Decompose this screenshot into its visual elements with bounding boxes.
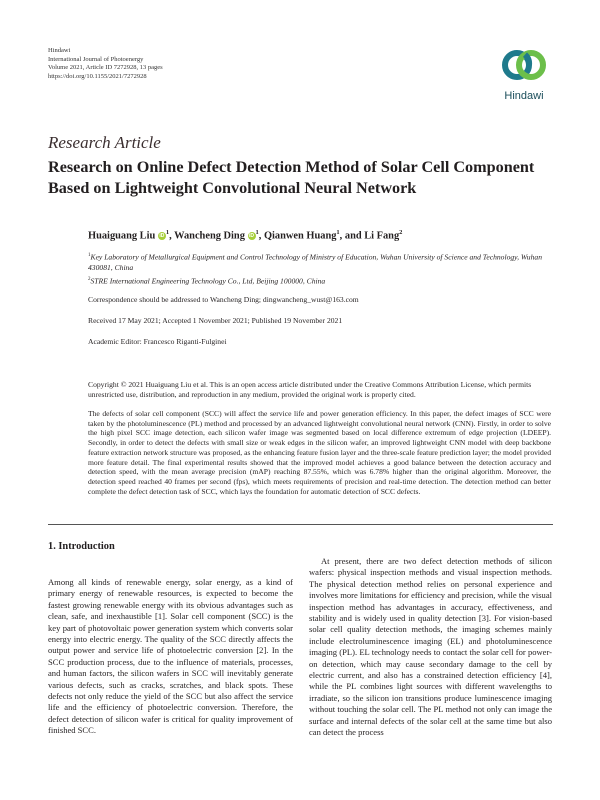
publication-dates: Received 17 May 2021; Accepted 1 November 2021; Published 19 November 2021 <box>88 316 343 325</box>
affiliation-number: 2 <box>88 277 91 282</box>
abstract: The defects of solar cell component (SCC) will affect the service life and power generation efficiency. In this paper, the defect images of SCC were taken by the photoluminescence (PL) method and processed by an advanced lightweight convolutional neural network (CNN). Firstly, in order to solve the high pixel SCC image detection, each silicon wafer image was segmented based on local difference extremum of edge projection (LDEEP). Secondly, in order to detect the defects with small size or weak edges in the silicon wafer, an improved lightweight CNN model with deep backbone feature extraction network structure was proposed, as the enhancing feature fusion layer and the three-scale feature prediction layer; the model provided more feature detail. The final experimental results showed that the improved model achieves a good balance between the detection accuracy and detection speed, with the mean average precision (mAP) reaching 87.55%, which was 6.78% higher than the original algorithm. Moreover, the detection speed reached 40 frames per second (fps), which meets requirements of precision and real-time detection. The detection method can better complete the defect detection task of SCC, which lays the foundation for automatic detection of SCC defects. <box>88 409 551 496</box>
publisher-name: Hindawi <box>48 47 71 54</box>
paper-title: Research on Online Defect Detection Method of Solar Cell Component Based on Lightweight Convolutional Neural Network <box>48 158 535 197</box>
logo-wordmark: Hindawi <box>504 90 544 102</box>
article-type: Research Article <box>48 133 161 152</box>
author-affiliation-number: 1 <box>165 229 170 236</box>
academic-editor: Academic Editor: Francesco Riganti-Fulginei <box>88 337 227 346</box>
section-divider <box>48 524 553 525</box>
copyright-notice: Copyright © 2021 Huaiguang Liu et al. This is an open access article distributed under the Creative Commons Attribution License, which permits unrestricted use, distribution, and reproduction in any medium, provided the original work is properly cited. <box>88 380 532 399</box>
author-affiliation-number: 1 <box>336 229 340 236</box>
doi-link[interactable]: https://doi.org/10.1155/2021/7272928 <box>48 72 147 80</box>
section-heading: 1. Introduction <box>48 541 115 552</box>
orcid-icon[interactable]: iD <box>159 233 165 240</box>
affiliation <box>88 251 558 273</box>
intro-left-column <box>48 577 293 737</box>
intro-paragraph: Among all kinds of renewable energy, solar energy, as a kind of primary energy of renewable resources, is expected to become the fastest growing renewable energy with its obvious advantages such as clean, safe, and inexhaustible [1]. Solar cell component (SCC) is the key part of photovoltaic power generation system which converts solar energy into electric energy. The quality of the SCC directly affects the output power and service life of photoelectric conversion [2]. In the SCC production process, due to the influence of materials, processes, and human factors, the silicon wafers in SCC will inevitably generate various defects, such as cracks, scratches, and black spots. These defects not only reduce the yield of the SCC but also affect the service life and the efficiency of photoelectric conversion. Therefore, the defect detection of silicon wafer is critical for quality improvement of finished SCC. <box>48 577 293 736</box>
orcid-icon[interactable]: iD <box>249 233 254 240</box>
author-name: Huaiguang Liu <box>88 230 156 242</box>
affiliation-number: 1 <box>88 253 91 258</box>
intro-paragraph: At present, there are two defect detection methods of silicon wafers: physical inspection methods and visual inspection methods. The physical detection method relies on personal experience and involves more limitations for efficiency and precision, while the visual inspection method has advantages in accuracy, effectiveness, and stability and is widely used in quality detection [3]. For vision-based solar cell quality detection methods, the imaging schemes mainly include electroluminescence imaging (EL) and photoluminescence imaging (PL). EL technology needs to contact the solar cell for power-on detection, which may cause secondary damage to the cell by electric current, and also has a constrained detection efficiency [4], while the PL combines light sources with different wavelengths to irradiate, so the silicon ion transitions produce luminescence imaging without touching the solar cell. The PL method not only can image the surface and internal defects of the solar cell at the same time but also can detect the process <box>309 556 552 738</box>
author-name: Wancheng Ding <box>174 230 245 242</box>
journal-name: International Journal of Photoenergy <box>48 55 144 63</box>
correspondence: Correspondence should be addressed to Wancheng Ding; dingwancheng_wust@163.com <box>88 295 359 304</box>
affiliation-text: STRE International Engineering Technology Co., Ltd, Beijing 100000, China <box>90 276 326 286</box>
affiliation-text: Key Laboratory of Metallurgical Equipment and Control Technology of Ministry of Education, Wuhan University of Science and Technology, Wuhan 430081, China <box>88 252 542 272</box>
hindawi-interlocking-rings-icon <box>496 46 552 88</box>
intro-right-column <box>309 556 552 739</box>
author-affiliation-number: 2 <box>399 229 403 236</box>
author-name: Li Fang <box>364 230 400 242</box>
journal-header <box>48 47 163 81</box>
affiliation <box>88 275 558 287</box>
author-name: Qianwen Huang <box>263 230 337 242</box>
author-affiliation-number: 1 <box>255 229 259 236</box>
hindawi-logo <box>496 46 552 104</box>
volume-info: Volume 2021, Article ID 7272928, 13 pages <box>48 64 163 72</box>
author-list: Huaiguang Liu $iD^1$, Wancheng Ding $iD^1$, Qianwen Huang$^1$, and Li Fang$^2$ <box>88 229 403 242</box>
